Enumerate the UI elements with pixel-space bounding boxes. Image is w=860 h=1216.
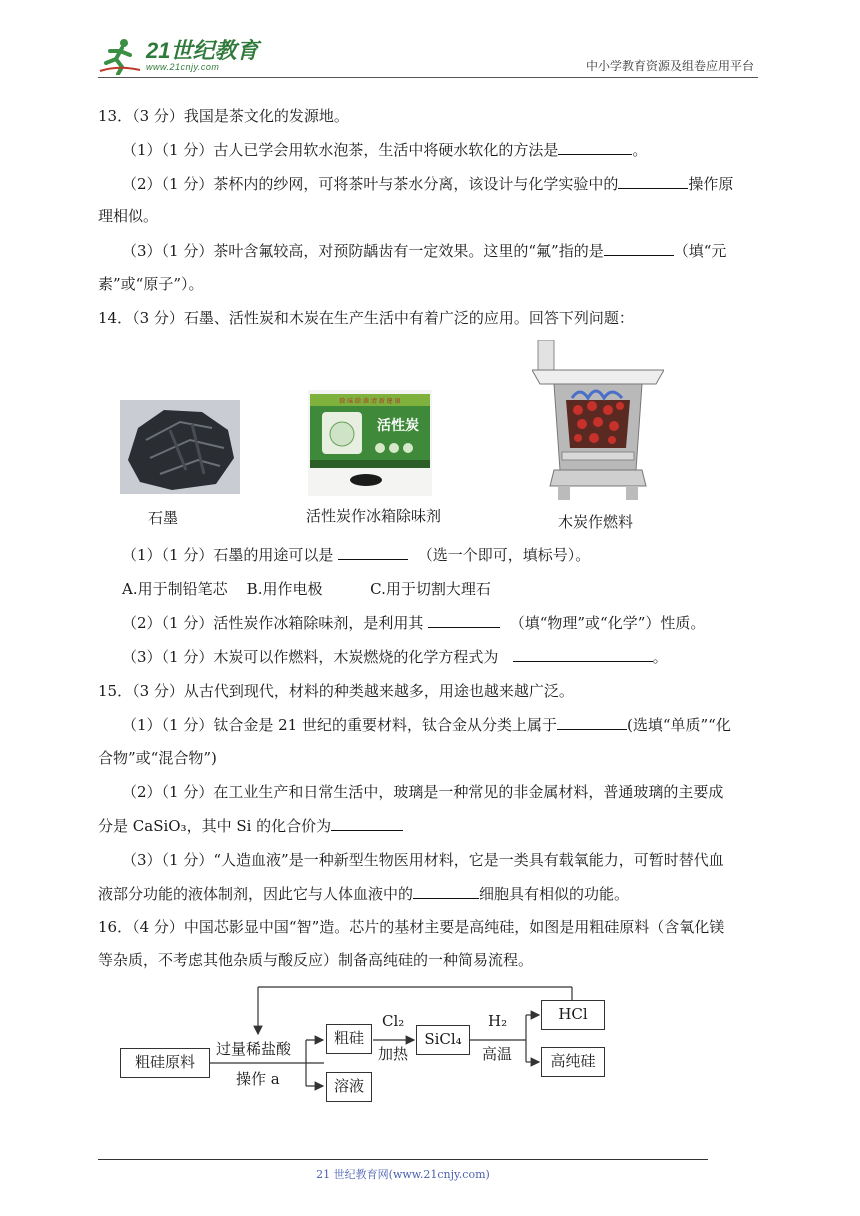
q13-part2-cont: 理相似。	[98, 207, 159, 225]
svg-text:除 味 除 菌 清 新 健 康: 除 味 除 菌 清 新 健 康	[339, 398, 401, 405]
q15-part3: （3）（1 分）“人造血液”是一种新型生物医用材料，它是一类具有载氧能力，可暂时替代血	[122, 851, 724, 869]
q13-part2: （2）（1 分）茶杯内的纱网，可将茶叶与茶水分离，该设计与化学实验中的 操作原	[122, 175, 734, 193]
q15-part2: （2）（1 分）在工业生产和日常生活中，玻璃是一种常见的非金属材料，普通玻璃的主要成	[122, 783, 724, 801]
q14-part2: （2）（1 分）活性炭作冰箱除味剂，是利用其 （填“物理”或“化学”）性质。	[122, 614, 706, 632]
flow-solution-box: 溶液	[326, 1072, 372, 1102]
flow-operation-label: 操作 a	[236, 1070, 280, 1088]
caption-activated-carbon: 活性炭作冰箱除味剂	[306, 507, 442, 525]
q15-part1: （1）（1 分）钛合金是 21 世纪的重要材料，钛合金从分类上属于 (选填“单质”“化	[122, 716, 731, 734]
flow-h2-label: H₂	[488, 1012, 508, 1030]
q15-part3-cont: 液部分功能的液体制剂，因此它与人体血液中的 细胞具有相似的功能。	[98, 885, 630, 903]
footer-divider	[98, 1159, 708, 1160]
flow-pure-silicon-box: 高纯硅	[541, 1047, 605, 1077]
q14-stem: 14．（3 分）石墨、活性炭和木炭在生产生活中有着广泛的应用。回答下列问题：	[98, 309, 634, 327]
q13-part3: （3）（1 分）茶叶含氟较高，对预防龋齿有一定效果。这里的“氟”指的是 （填“元	[122, 242, 727, 260]
flow-sicl4-box: SiCl₄	[416, 1025, 470, 1055]
caption-graphite: 石墨	[148, 509, 179, 527]
q14-part3: （3）（1 分）木炭可以作燃料，木炭燃烧的化学方程式为 。	[122, 648, 668, 666]
flow-hcl-box: HCl	[541, 1000, 605, 1030]
svg-text:活性炭: 活性炭	[377, 418, 419, 434]
q16-stem: 16．（4 分）中国芯影显中国“智”造。芯片的基材主要是高纯硅，如图是用粗硅原料（含氧化镁	[98, 918, 725, 936]
flow-heat-label: 加热	[378, 1045, 409, 1063]
q13-part1: （1）（1 分）古人已学会用软水泡茶，生活中将硬水软化的方法是 。	[122, 141, 648, 159]
q16-stem-cont: 等杂质，不考虑其他杂质与酸反应）制备高纯硅的一种简易流程。	[98, 951, 534, 969]
logo-title: 21世纪教育	[146, 38, 259, 63]
q13-stem: 13．（3 分）我国是茶文化的发源地。	[98, 107, 349, 125]
page-footer: 21 世纪教育网(www.21cnjy.com)	[316, 1168, 490, 1181]
q15-part2-cont: 分是 CaSiO₃，其中 Si 的化合价为	[98, 815, 766, 837]
q14-options: A.用于制铅笔芯 B.用作电极 C.用于切割大理石	[122, 580, 491, 598]
platform-name: 中小学教育资源及组卷应用平台	[585, 59, 754, 73]
flow-high-temp-label: 高温	[482, 1045, 513, 1063]
logo-url: www.21cnjy.com	[146, 62, 220, 72]
flow-cl2-label: Cl₂	[382, 1012, 405, 1030]
q14-part1: （1）（1 分）石墨的用途可以是 （选一个即可，填标号）。	[122, 546, 591, 564]
q15-part1-cont: 合物”或“混合物”)	[98, 749, 217, 767]
flow-raw-silicon-box: 粗硅原料	[120, 1048, 210, 1078]
caption-charcoal: 木炭作燃料	[558, 513, 634, 531]
flow-reagent-label: 过量稀盐酸	[216, 1040, 292, 1058]
flow-crude-silicon-box: 粗硅	[326, 1024, 372, 1054]
q15-stem: 15．（3 分）从古代到现代，材料的种类越来越多，用途也越来越广泛。	[98, 682, 574, 700]
q13-part3-cont: 素”或“原子”）。	[98, 275, 204, 293]
